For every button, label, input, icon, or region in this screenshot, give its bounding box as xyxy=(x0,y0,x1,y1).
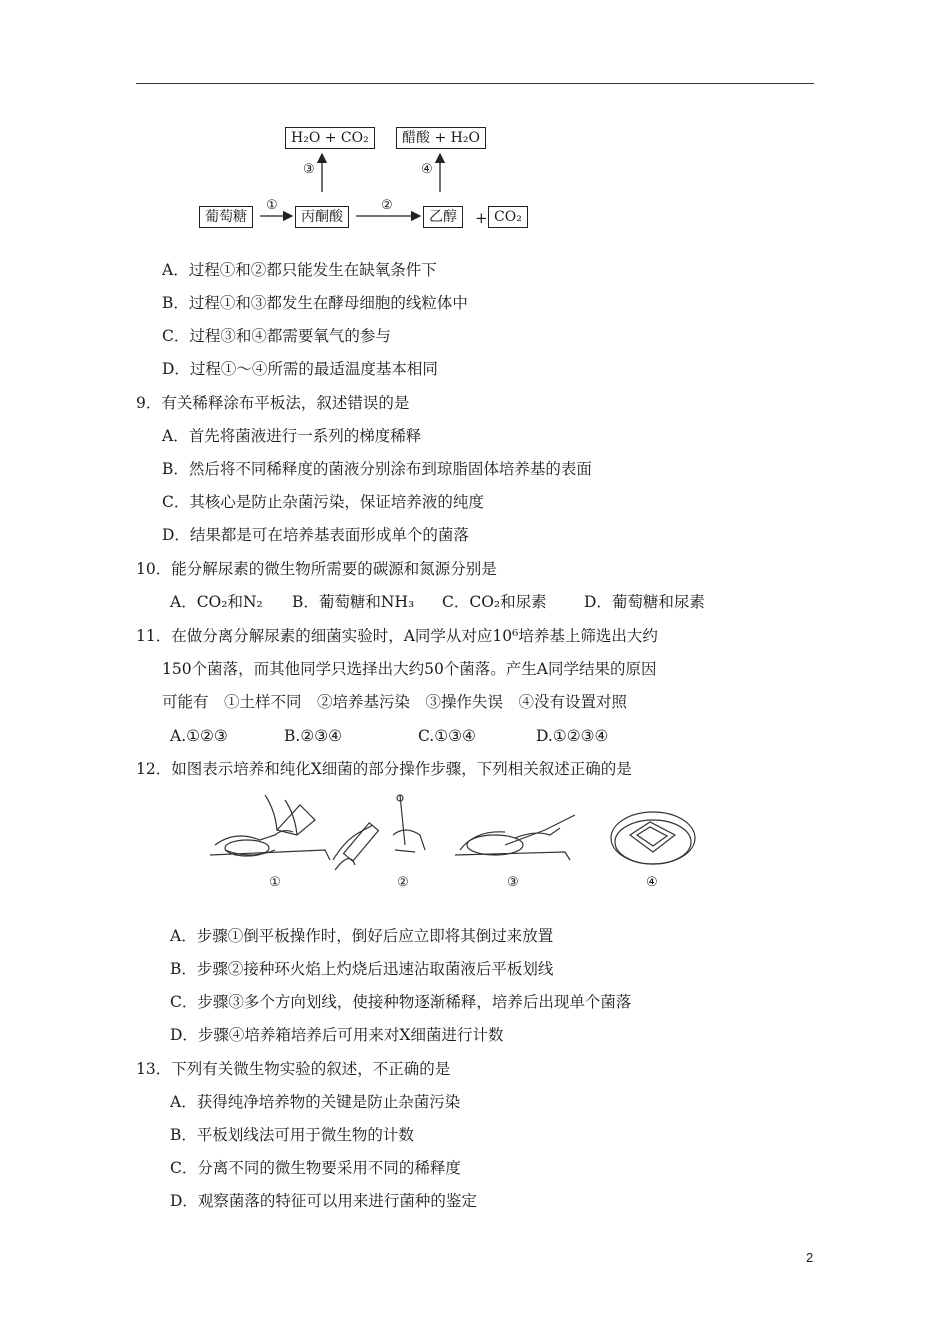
q11-option-b: B.②③④ xyxy=(284,727,343,745)
q9-option-c: C．其核心是防止杂菌污染，保证培养液的纯度 xyxy=(162,493,484,511)
q8-option-c: C．过程③和④都需要氧气的参与 xyxy=(162,327,391,345)
q9-option-b: B．然后将不同稀释度的菌液分别涂布到琼脂固体培养基的表面 xyxy=(162,460,592,478)
q10-option-a: A．CO₂和N₂ xyxy=(170,593,263,611)
fig-label-1: ① xyxy=(269,875,281,890)
fig-label-2: ② xyxy=(397,875,409,890)
inoculating-loop-illustration xyxy=(393,795,425,852)
q13-option-d: D．观察菌落的特征可以用来进行菌种的鉴定 xyxy=(170,1192,477,1210)
pyruvate-box: 丙酮酸 xyxy=(295,206,349,228)
q11-option-c: C.①③④ xyxy=(418,727,476,745)
q12-stem: 12．如图表示培养和纯化X细菌的部分操作步骤，下列相关叙述正确的是 xyxy=(136,760,632,778)
q9-option-d: D．结果都是可在培养基表面形成单个的菌落 xyxy=(162,526,469,544)
glucose-box: 葡萄糖 xyxy=(199,206,253,228)
step-3-label: ③ xyxy=(303,162,315,177)
q10-option-d: D．葡萄糖和尿素 xyxy=(584,593,705,611)
q8-option-b: B．过程①和③都发生在酵母细胞的线粒体中 xyxy=(162,294,468,312)
q10-stem: 10．能分解尿素的微生物所需要的碳源和氮源分别是 xyxy=(136,560,497,578)
petri-dish-illustration xyxy=(611,812,695,864)
ethanol-box: 乙醇 xyxy=(423,206,463,228)
q11-stem-line3: 可能有 ①土样不同 ②培养基污染 ③操作失误 ④没有设置对照 xyxy=(162,693,628,711)
q8-option-d: D．过程①～④所需的最适温度基本相同 xyxy=(162,360,438,378)
q13-option-b: B．平板划线法可用于微生物的计数 xyxy=(170,1126,414,1144)
fig-label-4: ④ xyxy=(646,875,658,890)
plus-sign: + xyxy=(475,209,488,227)
pour-plate-illustration xyxy=(210,795,330,860)
diagram-arrows xyxy=(0,0,950,240)
streaking-illustration xyxy=(455,815,575,860)
q13-option-a: A．获得纯净培养物的关键是防止杂菌污染 xyxy=(170,1093,461,1111)
q13-stem: 13．下列有关微生物实验的叙述，不正确的是 xyxy=(136,1060,451,1078)
co2-box: CO₂ xyxy=(488,206,528,228)
test-tube-illustration xyxy=(333,823,378,870)
q11-option-d: D.①②③④ xyxy=(536,727,609,745)
step-2-label: ② xyxy=(381,198,393,213)
q11-stem-line1: 11．在做分离分解尿素的细菌实验时，A同学从对应10⁶培养基上筛选出大约 xyxy=(136,627,658,645)
q11-option-a: A.①②③ xyxy=(170,727,228,745)
step-1-label: ① xyxy=(266,198,278,213)
q12-figure xyxy=(205,790,705,890)
q12-option-d: D．步骤④培养箱培养后可用来对X细菌进行计数 xyxy=(170,1026,504,1044)
q13-option-c: C．分离不同的微生物要采用不同的稀释度 xyxy=(170,1159,461,1177)
q9-option-a: A．首先将菌液进行一系列的梯度稀释 xyxy=(162,427,422,445)
q12-option-c: C．步骤③多个方向划线，使接种物逐渐稀释，培养后出现单个菌落 xyxy=(170,993,632,1011)
q11-stem-line2: 150个菌落，而其他同学只选择出大约50个菌落。产生A同学结果的原因 xyxy=(162,660,657,678)
q10-option-b: B．葡萄糖和NH₃ xyxy=(292,593,415,611)
h2o-co2-box: H₂O + CO₂ xyxy=(285,127,375,149)
acetic-acid-box: 醋酸 + H₂O xyxy=(396,127,486,149)
step-4-label: ④ xyxy=(421,162,433,177)
q12-option-a: A．步骤①倒平板操作时，倒好后应立即将其倒过来放置 xyxy=(170,927,554,945)
q10-option-c: C．CO₂和尿素 xyxy=(442,593,547,611)
page-number: 2 xyxy=(806,1250,814,1265)
q8-option-a: A．过程①和②都只能发生在缺氧条件下 xyxy=(162,261,437,279)
q9-stem: 9．有关稀释涂布平板法，叙述错误的是 xyxy=(136,394,410,412)
q12-option-b: B．步骤②接种环火焰上灼烧后迅速沾取菌液后平板划线 xyxy=(170,960,554,978)
fig-label-3: ③ xyxy=(507,875,519,890)
